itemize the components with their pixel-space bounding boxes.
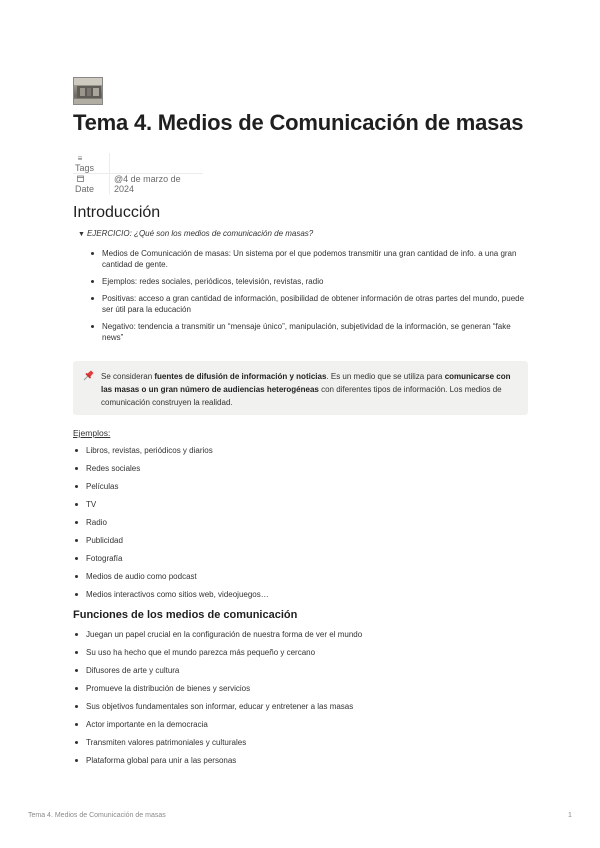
list-item: Medios de Comunicación de masas: Un sistema por el que podemos transmitir una gran cantidad de info. a una gran cantidad de gente. (89, 248, 529, 270)
list-item: Actor importante en la democracia (73, 719, 513, 730)
footer-title: Tema 4. Medios de Comunicación de masas (28, 812, 166, 819)
callout-bold-text: comunicarse con las masas o un gran número de audiencias heterogéneas (101, 372, 511, 394)
list-item: Radio (73, 517, 513, 528)
functions-bullet-list (73, 629, 513, 766)
list-item: Juegan un papel crucial en la configuración de nuestra forma de ver el mundo (73, 629, 513, 640)
list-item: Transmiten valores patrimoniales y culturales (73, 737, 513, 748)
list-item: Libros, revistas, periódicos y diarios (73, 445, 513, 456)
list-item: Su uso ha hecho que el mundo parezca más pequeño y cercano (73, 647, 513, 658)
property-row-tags[interactable] (73, 153, 203, 174)
property-value[interactable] (110, 153, 204, 174)
list-item: Medios interactivos como sitios web, videojuegos… (73, 589, 513, 600)
calendar-icon (75, 175, 85, 184)
section-heading-funciones: Funciones de los medios de comunicación (73, 609, 298, 621)
page-title: Tema 4. Medios de Comunicación de masas (73, 110, 524, 135)
property-value[interactable]: @4 de marzo de 2024 (110, 174, 204, 195)
page-cover-icon (73, 77, 103, 105)
pushpin-icon (82, 369, 95, 386)
intro-bullet-list (89, 248, 529, 343)
list-item: Plataforma global para unir a las personas (73, 755, 513, 766)
list-item: Redes sociales (73, 463, 513, 474)
examples-label: Ejemplos: (73, 428, 111, 438)
callout-bold-text: fuentes de difusión de información y noticias (154, 372, 327, 381)
properties-table (73, 153, 203, 194)
list-item: TV (73, 499, 513, 510)
list-item: Positivas: acceso a gran cantidad de información, posibilidad de obtener información de otras partes del mundo, puede ser útil para la educación (89, 293, 529, 315)
list-item: Ejemplos: redes sociales, periódicos, televisión, revistas, radio (89, 276, 529, 287)
list-icon: ≡ (77, 154, 83, 163)
list-item: Medios de audio como podcast (73, 571, 513, 582)
list-item: Fotografía (73, 553, 513, 564)
examples-bullet-list (73, 445, 513, 600)
list-item: Difusores de arte y cultura (73, 665, 513, 676)
callout-text: Se consideran (101, 372, 155, 381)
list-item: Publicidad (73, 535, 513, 546)
callout-text: . Es un medio que se utiliza para (326, 372, 445, 381)
footer-page-number: 1 (568, 812, 572, 819)
section-heading-introduccion: Introducción (73, 204, 161, 221)
triangle-down-icon[interactable]: ▼ (78, 231, 85, 238)
property-row-date[interactable] (73, 174, 203, 195)
list-item: Promueve la distribución de bienes y servicios (73, 683, 513, 694)
property-key: Tags (75, 163, 95, 173)
callout-block (73, 361, 528, 415)
toggle-block[interactable] (78, 229, 313, 238)
property-key: Date (75, 184, 95, 194)
list-item: Sus objetivos fundamentales son informar, educar y entretener a las masas (73, 701, 513, 712)
callout-text: con diferentes tipos de información. Los medios de comunicación construyen la realidad. (101, 385, 502, 407)
list-item: Negativo: tendencia a transmitir un “mensaje único”, manipulación, subjetividad de la información, se generan “fake news” (89, 321, 529, 343)
list-item: Películas (73, 481, 513, 492)
toggle-label: EJERCICIO: ¿Qué son los medios de comunicación de masas? (86, 229, 314, 238)
